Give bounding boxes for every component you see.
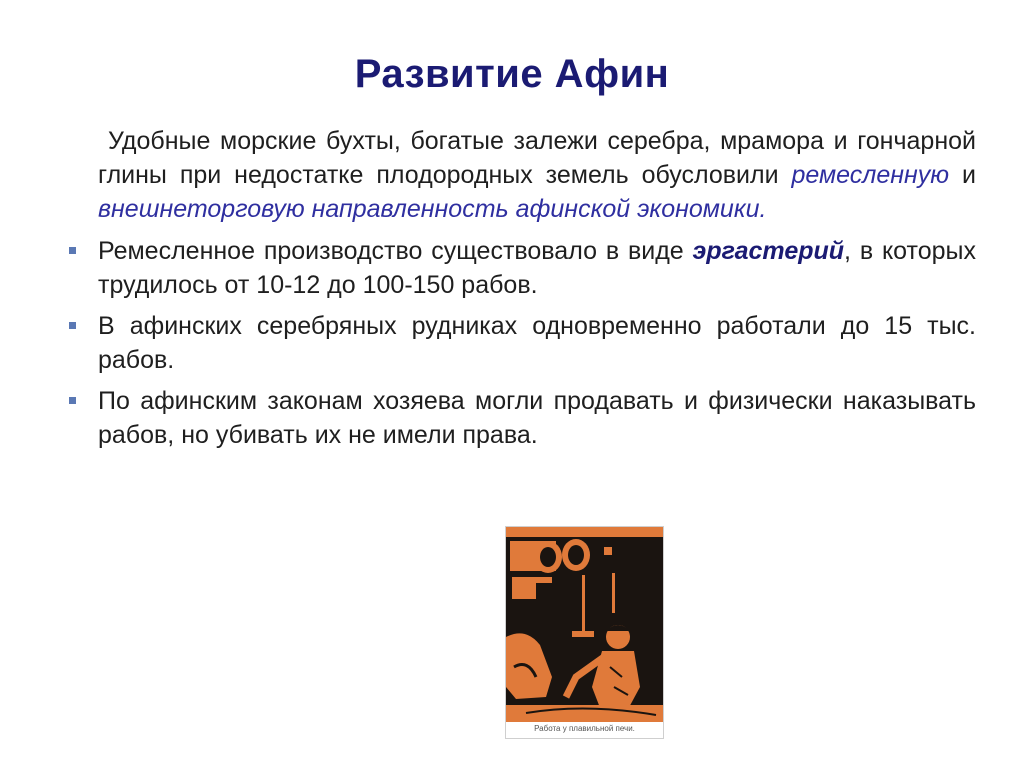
bullet-1-after: , в которых трудилось от 10-12 до 100-150 рабов. (98, 237, 976, 299)
bullet-1-before: Ремесленное производство существовало в виде (98, 237, 693, 265)
bullet-item-laws (98, 384, 976, 452)
bullet-1-highlight: эргастерий (692, 237, 845, 265)
intro-text-before: Удобные морские бухты, богатые залежи серебра, мрамора и гончарной глины при недостатке плодородных земель обусловили (98, 127, 976, 189)
intro-text-middle: и (949, 161, 976, 189)
vase-painting-figure (505, 526, 664, 739)
slide-title: Развитие Афин (354, 52, 670, 96)
bullet-square-icon (69, 322, 76, 329)
bullet-square-icon (69, 247, 76, 254)
bullet-item-ergasteria (98, 234, 976, 302)
bullet-2-text: В афинских серебряных рудниках одновременно работали до 15 тыс. рабов. (98, 312, 976, 374)
slide-body (98, 124, 976, 459)
bullet-square-icon (69, 397, 76, 404)
bullet-3-text: По афинским законам хозяева могли продавать и физически наказывать рабов, но убивать их не имели права. (98, 387, 976, 449)
intro-highlight-trade: внешнеторговую направленность афинской экономики. (98, 195, 767, 223)
figure-caption: Работа у плавильной печи. (534, 724, 635, 733)
bullet-item-mines (98, 309, 976, 377)
intro-paragraph (98, 124, 976, 226)
intro-highlight-crafts: ремесленную (791, 161, 950, 189)
vase-painting-image (506, 527, 663, 722)
